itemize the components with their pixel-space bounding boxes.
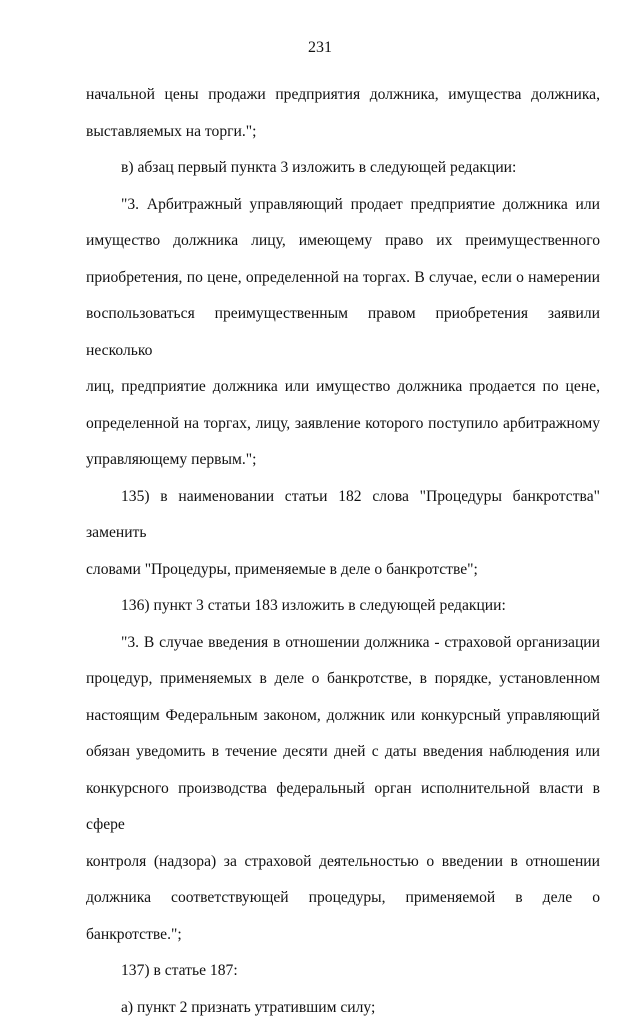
text-line: словами "Процедуры, применяемые в деле о банкротстве"; <box>86 552 600 589</box>
text-line: процедур, применяемых в деле о банкротстве, в порядке, установленном <box>86 661 600 698</box>
text-line: должника соответствующей процедуры, применяемой в деле о банкротстве."; <box>86 880 600 953</box>
text-line: лиц, предприятие должника или имущество должника продается по цене, <box>86 369 600 406</box>
text-line: а) пункт 2 признать утратившим силу; <box>86 990 600 1026</box>
text-line: 137) в статье 187: <box>86 953 600 990</box>
page-number: 231 <box>0 38 640 58</box>
paragraph-6 <box>86 625 600 954</box>
text-line: контроля (надзора) за страховой деятельностью о введении в отношении <box>86 844 600 881</box>
text-line: выставляемых на торги."; <box>86 114 600 151</box>
text-line: воспользоваться преимущественным правом приобретения заявили несколько <box>86 296 600 369</box>
paragraph-8 <box>86 990 600 1026</box>
document-body <box>86 77 600 1026</box>
text-line: приобретения, по цене, определенной на торгах. В случае, если о намерении <box>86 260 600 297</box>
text-line: в) абзац первый пункта 3 изложить в следующей редакции: <box>86 150 600 187</box>
text-line: 136) пункт 3 статьи 183 изложить в следующей редакции: <box>86 588 600 625</box>
paragraph-4 <box>86 479 600 589</box>
text-line: "3. В случае введения в отношении должника - страховой организации <box>86 625 600 662</box>
paragraph-1 <box>86 77 600 150</box>
text-line: конкурсного производства федеральный орган исполнительной власти в сфере <box>86 771 600 844</box>
paragraph-7 <box>86 953 600 990</box>
paragraph-5 <box>86 588 600 625</box>
text-line: имущество должника лицу, имеющему право их преимущественного <box>86 223 600 260</box>
text-line: начальной цены продажи предприятия должника, имущества должника, <box>86 77 600 114</box>
paragraph-3 <box>86 187 600 479</box>
text-line: обязан уведомить в течение десяти дней с даты введения наблюдения или <box>86 734 600 771</box>
paragraph-2 <box>86 150 600 187</box>
text-line: 135) в наименовании статьи 182 слова "Процедуры банкротства" заменить <box>86 479 600 552</box>
text-line: определенной на торгах, лицу, заявление которого поступило арбитражному <box>86 406 600 443</box>
text-line: управляющему первым."; <box>86 442 600 479</box>
text-line: "3. Арбитражный управляющий продает предприятие должника или <box>86 187 600 224</box>
text-line: настоящим Федеральным законом, должник или конкурсный управляющий <box>86 698 600 735</box>
